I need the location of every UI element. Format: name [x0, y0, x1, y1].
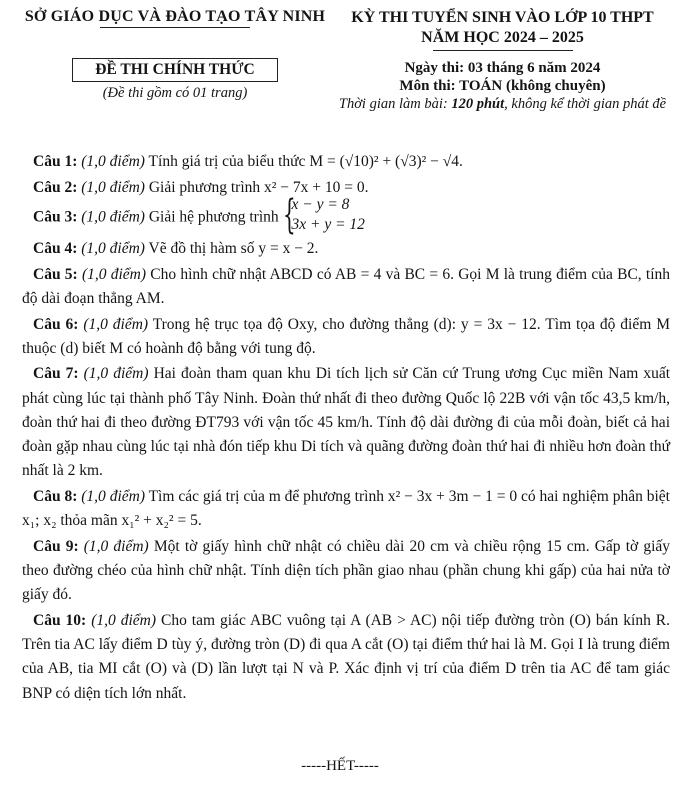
organization-underline [100, 27, 250, 28]
question-text: Giải phương trình x² − 7x + 10 = 0. [148, 178, 369, 196]
question-points: (1,0 điểm) [91, 611, 156, 629]
question-label: Câu 1: [33, 153, 78, 170]
question-points: (1,0 điểm) [81, 265, 147, 283]
question-text: Tìm các giá trị của m để phương trình x² − 3x + 3m − 1 = 0 có hai nghiệm phân biệt x₁; x₂ thỏa mãn x₁² + x₂² = 5. [22, 487, 670, 530]
question-label: Câu 8: [33, 487, 78, 505]
exam-time [330, 95, 675, 113]
organization-name: SỞ GIÁO DỤC VÀ ĐÀO TẠO TÂY NINH [24, 8, 326, 25]
end-of-exam-mark: -----HẾT----- [301, 758, 379, 774]
left-brace-icon: { [282, 192, 296, 239]
question-4 [22, 237, 670, 261]
question-9 [22, 535, 670, 608]
question-text: Một tờ giấy hình chữ nhật có chiều dài 20 cm và chiều rộng 15 cm. Gấp tờ giấy theo đường chéo của hình chữ nhật. Tính diện tích phần giao nhau (phần chung khi gấp) của hai nửa tờ giấy đó. [22, 537, 671, 604]
question-label: Câu 4: [33, 239, 78, 257]
header-right [330, 8, 675, 113]
question-points: (1,0 điểm) [81, 487, 145, 505]
exam-subject: Môn thi: TOÁN (không chuyên) [399, 78, 606, 94]
question-list [22, 150, 670, 707]
equation-line: 3x + y = 12 [291, 216, 365, 234]
question-3 [22, 192, 670, 239]
question-points: (1,0 điểm) [81, 178, 145, 196]
question-1 [22, 150, 670, 174]
question-label: Câu 9: [33, 537, 79, 555]
exam-time-suffix: , không kể thời gian phát đề [504, 96, 667, 112]
question-label: Câu 6: [33, 315, 79, 333]
exam-time-value: 120 phút [451, 96, 505, 112]
question-label: Câu 3: [33, 208, 78, 226]
question-points: (1,0 điểm) [83, 315, 149, 333]
question-5 [22, 263, 670, 311]
exam-time-prefix: Thời gian làm bài: [338, 96, 452, 112]
exam-date: Ngày thi: 03 tháng 6 năm 2024 [404, 60, 601, 76]
question-8 [22, 485, 670, 533]
question-text: Vẽ đồ thị hàm số y = x − 2. [148, 239, 319, 257]
page-count-note: (Đề thi gồm có 01 trang) [102, 85, 248, 101]
question-points: (1,0 điểm) [83, 365, 149, 383]
question-text: Tính giá trị của biểu thức M = (√10)² + (√3)² − √4. [148, 153, 463, 170]
question-label: Câu 5: [33, 265, 78, 283]
question-6 [22, 313, 670, 361]
question-points: (1,0 điểm) [81, 208, 145, 226]
question-points: (1,0 điểm) [83, 537, 149, 555]
question-7 [22, 362, 670, 483]
question-text: Trong hệ trục tọa độ Oxy, cho đường thẳng (d): y = 3x − 12. Tìm tọa độ điểm M thuộc (d) biết M có hoành độ bằng với tung độ. [22, 315, 670, 357]
question-text: Cho tam giác ABC vuông tại A (AB > AC) nội tiếp đường tròn (O) bán kính R. Trên tia AC lấy điểm D tùy ý, đường tròn (D) đi qua A cắt (O) tại điểm thứ hai là M. Gọi I là trung điểm của AB, tia MI cắt (O) và (D) lần lượt tại N và P. Xác định vị trí của điểm D trên tia AC để tam giác BNP có diện tích lớn nhất. [22, 611, 671, 702]
equation-line: x − y = 8 [291, 196, 350, 214]
school-year-underline [433, 50, 573, 51]
question-text: Giải hệ phương trình [148, 208, 279, 226]
equation-system [282, 192, 365, 239]
question-label: Câu 10: [33, 611, 87, 629]
question-10 [22, 609, 670, 706]
question-label: Câu 7: [33, 365, 79, 383]
question-points: (1,0 điểm) [81, 239, 145, 257]
question-points: (1,0 điểm) [81, 153, 145, 170]
header-left [10, 8, 340, 102]
question-text: Hai đoàn tham quan khu Di tích lịch sử Căn cứ Trung ương Cục miền Nam xuất phát cùng lúc tại thành phố Tây Ninh. Đoàn thứ nhất đi theo đường Quốc lộ 22B với vận tốc 43,5 km/h, đoàn thứ hai đi theo đường ĐT793 với vận tốc 45 km/h. Tính độ dài đường đi của mỗi đoàn, biết cả hai đoàn gặp nhau cùng lúc tại nhà đón tiếp khu Di tích và quãng đường đoàn thứ hai đi nhiều hơn đoàn thứ nhất là 2 km. [22, 365, 671, 480]
school-year: NĂM HỌC 2024 – 2025 [421, 29, 584, 46]
official-exam-label: ĐỀ THI CHÍNH THỨC [72, 58, 277, 82]
question-label: Câu 2: [33, 178, 78, 196]
question-text: Cho hình chữ nhật ABCD có AB = 4 và BC = 6. Gọi M là trung điểm của BC, tính độ dài đoạn thẳng AM. [22, 265, 671, 307]
exam-title: KỲ THI TUYỂN SINH VÀO LỚP 10 THPT [351, 9, 654, 26]
